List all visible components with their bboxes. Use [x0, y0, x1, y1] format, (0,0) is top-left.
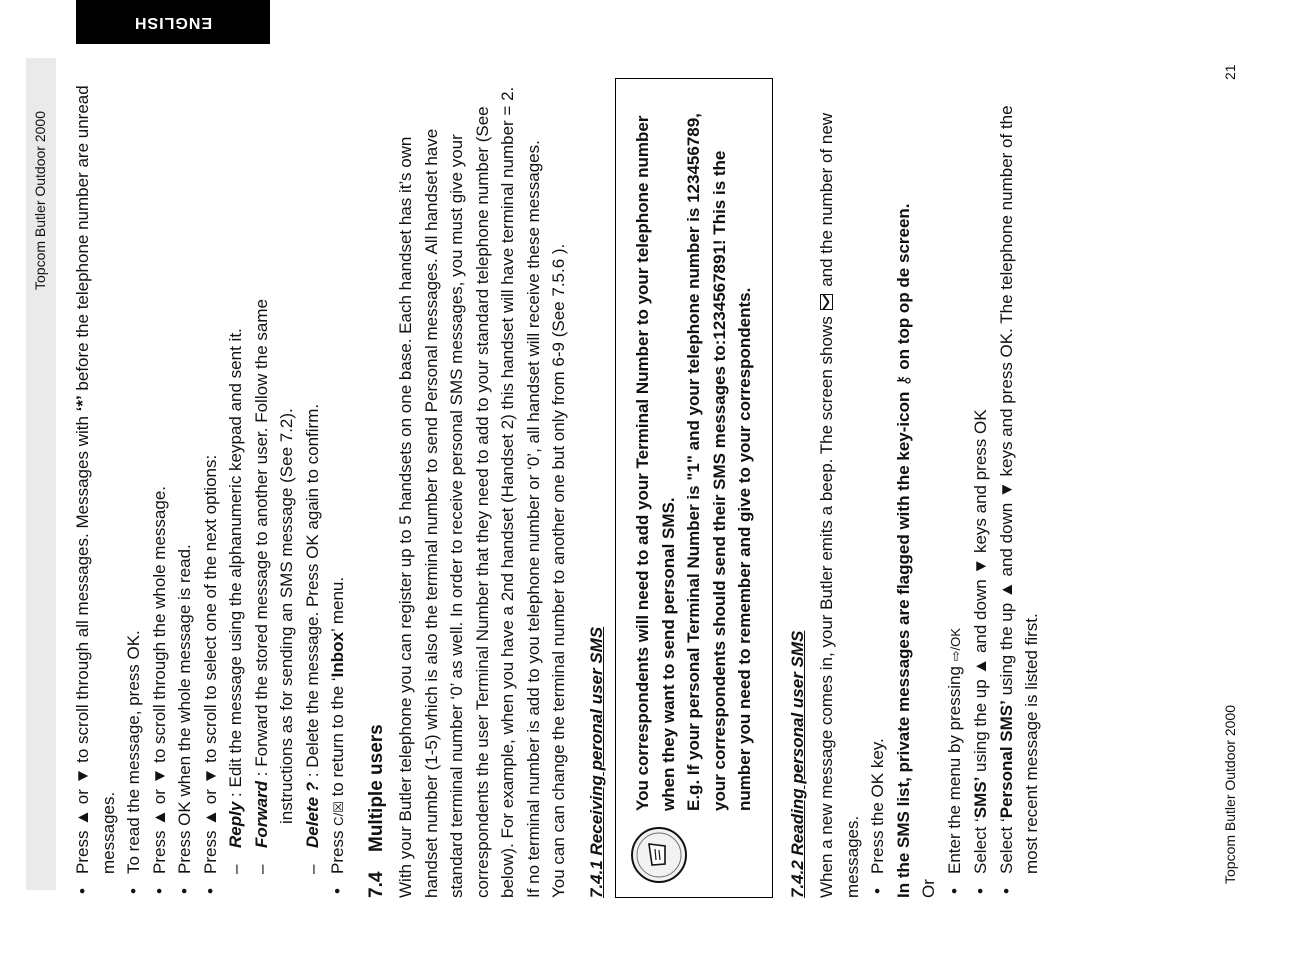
- key-icon-note: In the SMS list, private messages are flagged with the key-icon ⚷ on top op de screen.: [893, 203, 913, 898]
- down-arrow-icon: ▼: [149, 767, 169, 785]
- list-item: • Press OK when the whole message is read.: [172, 78, 198, 898]
- note-box: [615, 78, 773, 898]
- menu-steps: [942, 78, 1045, 898]
- option-forward-continuation: instructions as for sending an SMS message (See 7.2).: [277, 408, 296, 824]
- up-arrow-icon: ▲: [200, 808, 220, 826]
- up-arrow-icon: ▲: [149, 808, 169, 826]
- page-header: Topcom Butler Outdoor 2000: [32, 111, 48, 290]
- list-item: • Press ▲ or ▼ to scroll to select one of the next options:: [198, 78, 224, 898]
- list-item: • Enter the menu by pressing ⇨/OK: [942, 78, 969, 898]
- info-icon: [630, 825, 690, 885]
- language-tab-text: ENGLISH: [133, 14, 213, 31]
- main-content: [70, 78, 1045, 898]
- up-arrow-icon: ▲: [73, 808, 92, 826]
- section-heading-7-4: 7.4Multiple users: [365, 724, 387, 898]
- clear-key-icon: C/☒: [331, 801, 346, 826]
- down-arrow-icon: ▼: [200, 767, 220, 785]
- list-item: • Press ▲ or ▼ to scroll through all messages. Messages with ‘*’ before the telephone number are unread messages.: [70, 78, 121, 898]
- up-arrow-icon: ▲: [996, 581, 1016, 599]
- subsection-heading-7-4-2: 7.4.2 Reading personal user SMS: [787, 630, 807, 898]
- option-delete: – Delete ? : Delete the message. Press OK again to confirm.: [302, 403, 322, 874]
- key-icon: ⚷: [893, 374, 913, 387]
- page-footer: Topcom Butler Outdoor 2000: [1222, 705, 1238, 884]
- paragraph: With your Butler telephone you can register up to 5 handsets on one base. Each handset has it’s own handset number (1-5) which is also the terminal number to send Personal messages. All handset have standard terminal number ‘0’ as well. In order to receive personal SMS messages, you must give your correspondents the user Terminal Number that they need to add to your standard telephone number (See below). For example, when you have a 2nd handset (Handset 2) this handset will have terminal number = 2.: [396, 86, 517, 898]
- list-item: • Press ▲ or ▼ to scroll through the whole message.: [147, 78, 173, 898]
- menu-ok-key-icon: ⇨/OK: [947, 628, 963, 662]
- list-item: • Press the OK key.: [865, 78, 891, 898]
- down-arrow-icon: ▼: [996, 481, 1016, 499]
- list-item: • Select ‘SMS’ using the up ▲ and down ▼ keys and press OK: [968, 78, 994, 898]
- list-item: • Press C/☒ to return to the ‘Inbox’ menu.: [325, 78, 352, 898]
- or-text: Or: [919, 879, 938, 898]
- up-arrow-icon: ▲: [971, 657, 990, 675]
- down-arrow-icon: ▼: [971, 557, 990, 575]
- list-item: • To read the message, press OK.: [121, 78, 147, 898]
- envelope-icon: [820, 294, 833, 310]
- paragraph: You can can change the terminal number to another one but only from 6-9 (See 7.5.6 ).: [549, 243, 568, 898]
- down-arrow-icon: ▼: [73, 767, 92, 785]
- instruction-list: [70, 78, 352, 898]
- paragraph: If no terminal number is add to you telephone number or ‘0’, all handset will receive these messages.: [523, 140, 543, 898]
- page-number: 21: [1222, 64, 1238, 80]
- list-item: • Select ‘Personal SMS’ using the up ▲ and down ▼ keys and press OK. The telephone number of the most recent message is listed first.: [994, 78, 1045, 898]
- subsection-heading-7-4-1: 7.4.1 Receiving peronal user SMS: [586, 626, 606, 898]
- note-text: You correspondents will need to add your Terminal Number to your telephone number when they want to send personal SMS. E.g. If your personal Terminal Number is "1" and your telephone number is 123456789, your correspondents should send their SMS messages to:1234567891! This is the number you need to remember and give to your correspondents.: [633, 113, 754, 811]
- reading-steps: [865, 78, 891, 898]
- option-reply: – Reply : Edit the message using the alphanumeric keypad and sent it.: [226, 328, 245, 874]
- option-forward: – Forward : Forward the stored message to another user. Follow the same: [251, 299, 271, 874]
- paragraph: When a new message comes in, your Butler emits a beep. The screen shows and the number of new messages.: [817, 112, 862, 898]
